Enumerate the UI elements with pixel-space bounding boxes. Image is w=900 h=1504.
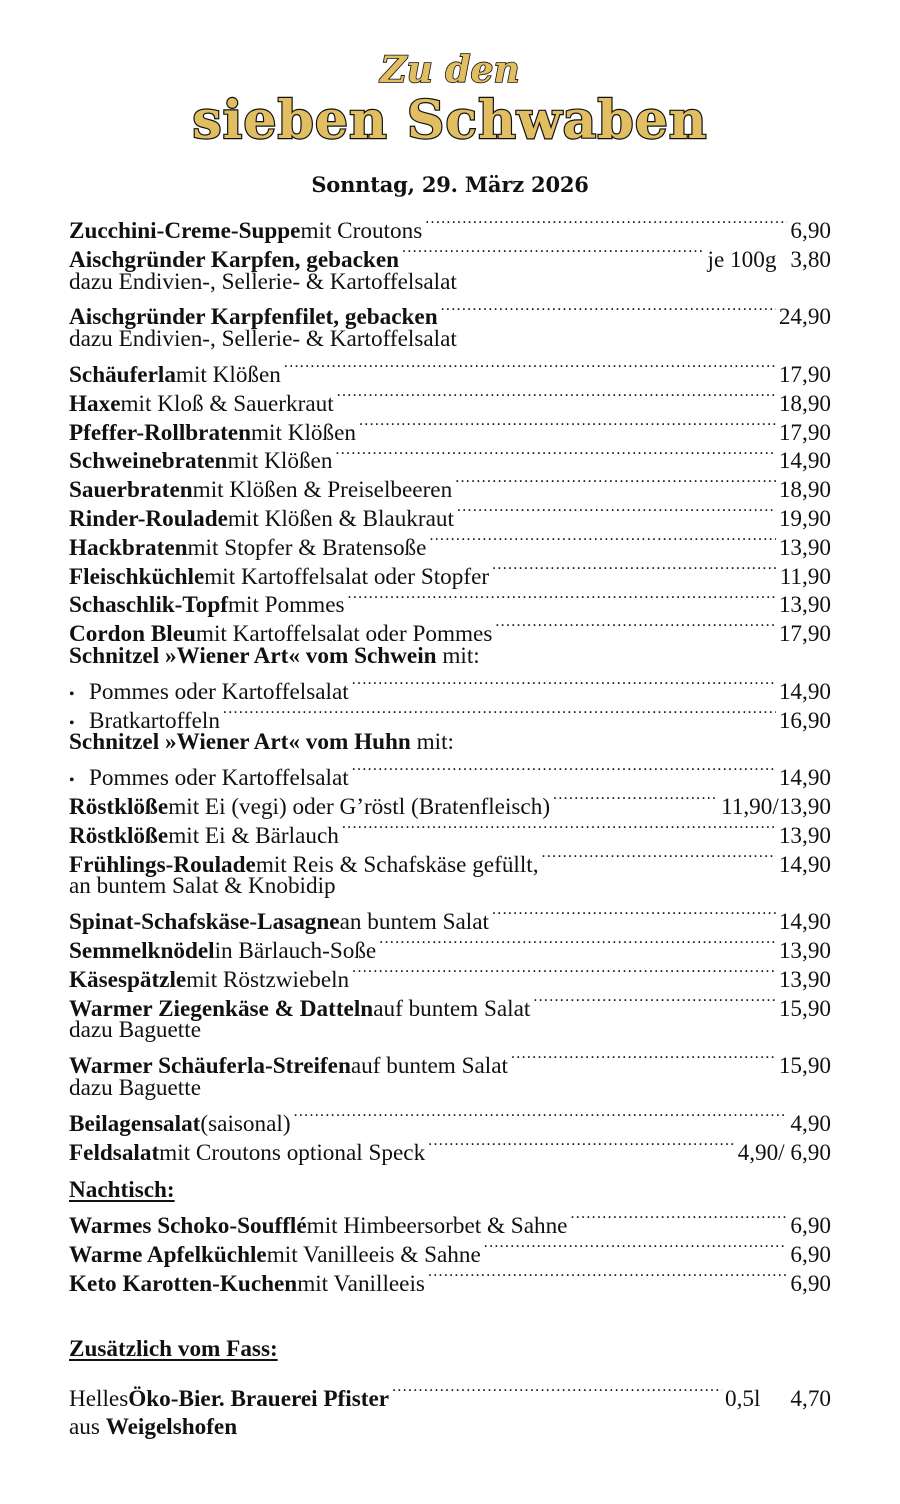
item-price: 11,90/13,90 [721, 793, 831, 820]
logo-line-1: Zu den [380, 49, 520, 91]
item-name: Öko-Bier. Brauerei Pfister [128, 1386, 390, 1413]
item-name: Schnitzel »Wiener Art« vom Huhn [69, 729, 411, 756]
option-price: 16,90 [778, 707, 831, 734]
item-name: Sauerbraten [69, 477, 193, 504]
logo-line-2: sieben Schwaben [192, 90, 708, 148]
item-name: Warmer Ziegenkäse & Datteln [69, 995, 374, 1022]
item-description: mit Kartoffelsalat oder Pommes [195, 621, 493, 648]
item-unit: je 100g [707, 246, 777, 273]
item-name: Haxe [69, 390, 121, 417]
menu-date: Sonntag, 29. März 2026 [311, 172, 589, 197]
dot-leader [455, 469, 776, 497]
dot-leader [533, 988, 776, 1016]
item-unit: 0,5l [724, 1386, 761, 1413]
dot-leader [441, 296, 776, 324]
item-name: Warme Apfelküchle [69, 1241, 267, 1268]
item-price: 18,90 [778, 390, 831, 417]
dot-leader [352, 959, 776, 987]
origin-prefix: aus [69, 1414, 106, 1441]
item-price: 13,90 [778, 937, 831, 964]
item-description: mit Kartoffelsalat oder Stopfer [204, 563, 490, 590]
item-description: mit Klößen & Blaukraut [227, 505, 454, 532]
item-description: mit Kloß & Sauerkraut [120, 390, 334, 417]
item-description: mit Ei (vegi) oder G’röstl (Bratenfleisch) [168, 793, 551, 820]
dot-leader [428, 1132, 734, 1160]
item-description: mit Croutons optional Speck [159, 1139, 426, 1166]
item-name: Cordon Bleu [69, 621, 196, 648]
item-description: auf buntem Salat [350, 1053, 508, 1080]
item-name: Schäuferla [69, 361, 176, 388]
item-description: mit Klößen [175, 361, 281, 388]
item-description: mit Croutons [300, 218, 423, 244]
menu-item-row [69, 354, 831, 388]
menu-item-row [69, 296, 831, 331]
item-name: Schweinebraten [69, 448, 228, 475]
dessert-list [69, 1205, 831, 1297]
item-name: Feldsalat [69, 1139, 160, 1166]
item-name: Frühlings-Roulade [69, 851, 256, 878]
item-price: 6,90 [790, 218, 831, 244]
item-description: mit Röstzwiebeln [186, 966, 350, 993]
item-price: 14,90 [778, 851, 831, 878]
item-description: mit Pommes [227, 592, 345, 619]
item-description: in Bärlauch-Soße [214, 937, 377, 964]
dot-leader [402, 239, 705, 267]
dot-leader [495, 613, 775, 641]
item-name: Zucchini-Creme-Suppe [69, 218, 301, 244]
item-price: 6,90 [790, 1213, 831, 1240]
logo-wordmark [190, 48, 710, 148]
option-price: 14,90 [778, 765, 831, 792]
dot-leader [223, 700, 776, 728]
item-name: Spinat-Schafskäse-Lasagne [69, 909, 340, 936]
schnitzel-schwein-options [69, 671, 831, 734]
dot-leader [492, 901, 776, 929]
menu-item-row [69, 1103, 831, 1137]
item-description: mit Reis & Schafskäse gefüllt, [255, 851, 539, 878]
item-price: 19,90 [778, 505, 831, 532]
item-name: Warmes Schoko-Soufflé [69, 1213, 307, 1240]
item-name: Pfeffer-Rollbraten [69, 419, 251, 446]
item-name: Röstklöße [69, 822, 169, 849]
item-price: 17,90 [778, 621, 831, 648]
menu-item-row [69, 210, 831, 244]
item-name: Aischgründer Karpfenfilet, gebacken [69, 304, 438, 331]
item-name: Rinder-Roulade [69, 505, 228, 532]
item-side-dish: an buntem Salat & Knobidip [69, 873, 336, 900]
menu-item-row [69, 901, 831, 936]
item-side-dish: dazu Baguette [69, 1074, 201, 1101]
dot-leader [553, 786, 718, 814]
dot-leader [429, 527, 775, 555]
item-side-dish: dazu Endivien-, Sellerie- & Kartoffelsalat [69, 326, 457, 353]
item-name: Schnitzel »Wiener Art« vom Schwein [69, 642, 437, 669]
daily-menu [69, 210, 831, 1442]
item-price: 14,90 [778, 448, 831, 475]
origin-name: Weigelshofen [105, 1414, 238, 1441]
option-label: • Bratkartoffeln [69, 707, 220, 739]
dot-leader [570, 1205, 787, 1233]
item-name: Beilagensalat [69, 1110, 201, 1137]
option-label: • Pommes oder Kartoffelsalat [69, 678, 349, 710]
item-side-dish: dazu Endivien-, Sellerie- & Kartoffelsalat [69, 268, 457, 295]
item-prefix: Helles [69, 1386, 129, 1413]
dot-leader [359, 412, 776, 440]
item-price: 11,90 [779, 563, 831, 590]
dot-leader [542, 844, 776, 872]
item-description: mit Ei & Bärlauch [168, 822, 339, 849]
item-name: Schaschlik-Topf [69, 592, 228, 619]
dot-leader [457, 498, 776, 526]
item-price: 13,90 [778, 534, 831, 561]
item-price: 15,90 [778, 995, 831, 1022]
item-description: mit Klößen [227, 448, 333, 475]
restaurant-logo [0, 48, 900, 148]
dot-leader [392, 1378, 722, 1406]
item-description: mit Klößen [250, 419, 356, 446]
schnitzel-huhn-options [69, 757, 831, 792]
option-label: • Pommes oder Kartoffelsalat [69, 764, 349, 796]
item-description: an buntem Salat [339, 909, 489, 936]
draft-beer-origin [69, 1413, 831, 1442]
schnitzel-schwein-heading [69, 642, 831, 671]
option-price: 14,90 [778, 678, 831, 705]
dot-leader [352, 671, 776, 699]
item-name: Semmelknödel [69, 937, 215, 964]
dot-leader [428, 1263, 787, 1291]
item-description: mit Stopfer & Bratensoße [187, 534, 427, 561]
dot-leader [348, 584, 776, 612]
item-name: Röstklöße [69, 793, 169, 820]
item-price: 14,90 [778, 909, 831, 936]
item-suffix: mit: [436, 642, 480, 669]
item-side-dish: dazu Baguette [69, 1017, 201, 1044]
item-name: Keto Karotten-Kuchen [69, 1270, 298, 1297]
draft-heading: Zusätzlich vom Fass: [69, 1336, 278, 1363]
item-suffix: mit: [410, 729, 454, 756]
dot-leader [337, 383, 776, 411]
item-price: 24,90 [778, 304, 831, 331]
item-price: 4,70 [790, 1386, 831, 1413]
item-price: 17,90 [778, 361, 831, 388]
item-price: 13,90 [778, 966, 831, 993]
dot-leader [511, 1045, 776, 1073]
item-description: (saisonal) [200, 1110, 291, 1137]
item-price: 6,90 [790, 1241, 831, 1268]
more-items-list [69, 786, 831, 1166]
item-price: 3,80 [790, 246, 831, 273]
item-price: 13,90 [778, 592, 831, 619]
dot-leader [284, 354, 776, 382]
option-row [69, 757, 831, 792]
dot-leader [379, 930, 776, 958]
menu-item-row [69, 1205, 831, 1240]
dot-leader [342, 815, 776, 843]
item-price: 17,90 [778, 419, 831, 446]
dot-leader [484, 1234, 788, 1262]
item-description: auf buntem Salat [373, 995, 531, 1022]
dot-leader [294, 1103, 788, 1131]
dot-leader [425, 210, 787, 238]
item-name: Aischgründer Karpfen, gebacken [69, 246, 400, 273]
item-price: 15,90 [778, 1053, 831, 1080]
item-price: 13,90 [778, 822, 831, 849]
dot-leader [352, 757, 776, 785]
dot-leader [335, 440, 775, 468]
item-name: Fleischküchle [69, 563, 205, 590]
item-description: mit Himbeersorbet & Sahne [306, 1213, 568, 1240]
item-price: 4,90/ 6,90 [737, 1139, 831, 1166]
dot-leader [492, 556, 777, 584]
menu-item-row [69, 1045, 831, 1080]
schnitzel-huhn-heading [69, 728, 831, 757]
main-items-list [69, 210, 831, 648]
draft-beer-row [69, 1378, 831, 1413]
item-description: mit Klößen & Preiselbeeren [192, 477, 453, 504]
dessert-heading: Nachtisch: [69, 1177, 175, 1204]
item-price: 4,90 [790, 1110, 831, 1137]
item-name: Hackbraten [69, 534, 188, 561]
item-description: mit Vanilleeis [297, 1270, 425, 1297]
item-name: Käsespätzle [69, 966, 187, 993]
item-description: mit Vanilleeis & Sahne [266, 1241, 481, 1268]
item-price: 18,90 [778, 477, 831, 504]
option-row [69, 671, 831, 705]
item-price: 6,90 [790, 1270, 831, 1297]
item-name: Warmer Schäuferla-Streifen [69, 1053, 351, 1080]
